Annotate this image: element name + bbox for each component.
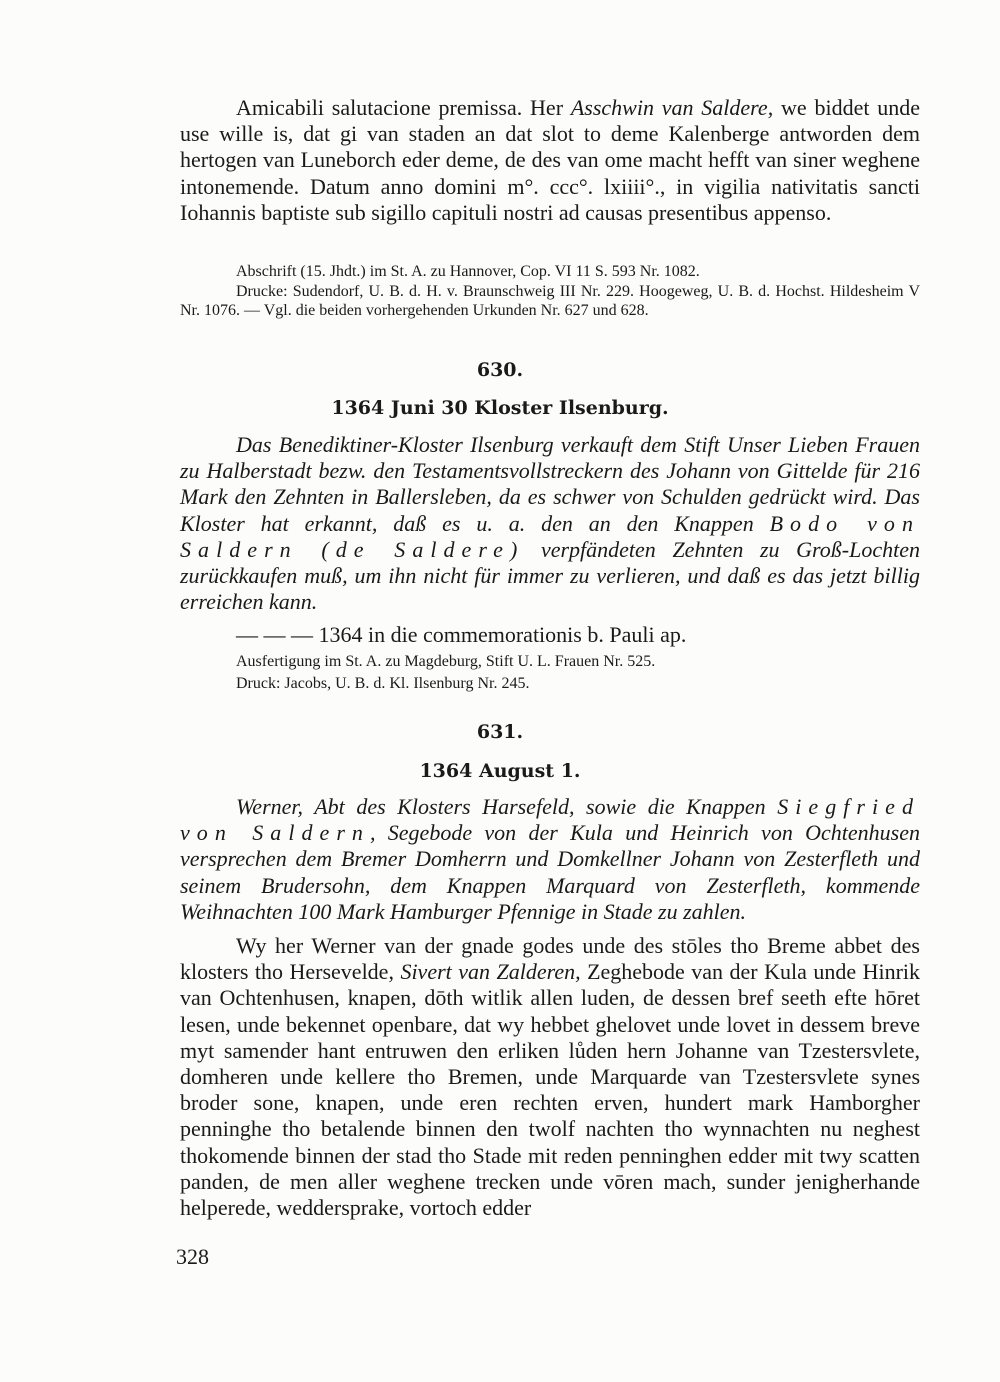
- doc630-text: — — — 1364 in die commemorationis b. Pauli ap.: [236, 622, 687, 647]
- doc630-regest-b: verpfändeten Zehnten zu Groß-Lochten zurückkaufen muß, um ihn nicht für immer zu verlieren, und daß es das jetzt billig erreichen kann.: [180, 536, 920, 615]
- doc630-heading: 1364 Juni 30 Kloster Ilsenburg.: [331, 397, 669, 419]
- doc631-text-name: Sivert van Zalderen,: [400, 959, 581, 985]
- doc631-text-a: Wy her Werner van der gnade godes unde des stōles tho Breme abbet des klosters tho Hersevelde,: [180, 933, 920, 985]
- doc630-note-print: Druck: Jacobs, U. B. d. Kl. Ilsenburg Nr. 245.: [236, 675, 530, 692]
- intro-rest: we biddet unde use wille is, dat gi van staden an dat slot to deme Kalenberge antworden dem hertogen van Luneborch eder deme, de des van ome macht hefft van siner weghene intonemende. Datum anno domini m°. ccc°. lxiiii°., in vigilia nativitatis sancti Iohannis baptiste sub sigillo capituli nostri ad causas presentibus appenso.: [180, 95, 921, 225]
- doc631-heading: 1364 August 1.: [419, 760, 581, 782]
- doc630-text-block: [180, 622, 920, 648]
- doc631-regest-block: [180, 794, 920, 925]
- doc631-text-block: [180, 933, 920, 1221]
- intro-note-prints: Drucke: Sudendorf, U. B. d. H. v. Braunschweig III Nr. 229. Hoogeweg, U. B. d. Hochst. Hildesheim V Nr. 1076. — Vgl. die beiden vorhergehenden Urkunden Nr. 627 und 628.: [180, 283, 920, 319]
- intro-note-source: Abschrift (15. Jhdt.) im St. A. zu Hannover, Cop. VI 11 S. 593 Nr. 1082.: [236, 263, 700, 280]
- intro-paragraph: [180, 95, 920, 226]
- doc631-number: 631.: [476, 721, 524, 743]
- doc630-regest: [180, 432, 920, 615]
- intro-notes-block: [180, 262, 920, 320]
- intro-name: Asschwin van Saldere,: [570, 95, 774, 120]
- doc631-regest: [180, 794, 920, 925]
- doc630-number: 630.: [476, 359, 524, 381]
- doc631-text: [180, 933, 920, 1221]
- doc630-regest-a: Das Benediktiner-Kloster Ilsenburg verkauft dem Stift Unser Lieben Frauen zu Halberstadt bezw. den Testamentsvollstreckern des Johann von Gittelde für 216 Mark den Zehnten in Ballersleben, da es schwer von Schulden gedrückt wird. Das Kloster hat erkannt, daß es u. a. den an den Knappen: [180, 432, 920, 536]
- doc630-note-original: Ausfertigung im St. A. zu Magdeburg, Stift U. L. Frauen Nr. 525.: [236, 653, 656, 670]
- doc630-regest-name: Bodo von Saldern (de Saldere): [180, 510, 920, 562]
- intro-lead: Amicabili salutacione premissa. Her: [236, 95, 571, 120]
- doc631-regest-name: Siegfried von Saldern: [180, 794, 920, 846]
- doc631-text-b: Zeghebode van der Kula unde Hinrik van Ochtenhusen, knapen, dōth witlik allen luden, de dessen bref seeth efte hōret lesen, unde bekennet openbare, dat wy hebbet ghelovet unde lovet in dessem breve myt samender hant entruwen den erliken lůden hern Johanne van Tzestersvlete, domheren unde kellere tho Bremen, unde Marquarde van Tzestersvlete synes broder sone, knapen, unde eren rechten erven, hundert mark Hamborgher penninghe tho betalende binnen den twolf nachten tho wynnachten nu neghest thokomende binnen der stad tho Stade mit reden penninghen edder mit twy scatten panden, de men aller weghene trecken unde vōren mach, sunder jenigherhande helperede, weddersprake, vortoch edder: [180, 959, 921, 1221]
- doc630-regest-block: [180, 432, 920, 615]
- intro-paragraph-block: [180, 95, 920, 226]
- doc631-regest-a: Werner, Abt des Klosters Harsefeld, sowie die Knappen: [236, 794, 778, 819]
- page-number: 328: [176, 1244, 209, 1269]
- doc630-notes-block: [180, 652, 920, 693]
- doc631-regest-b: , Segebode von der Kula und Heinrich von Ochtenhusen versprechen dem Bremer Domherrn und Domkellner Johann von Zesterfleth und seinem Brudersohn, dem Knappen Marquard von Zesterfleth, kommende Weihnachten 100 Mark Hamburger Pfennige in Stade zu zahlen.: [180, 820, 920, 924]
